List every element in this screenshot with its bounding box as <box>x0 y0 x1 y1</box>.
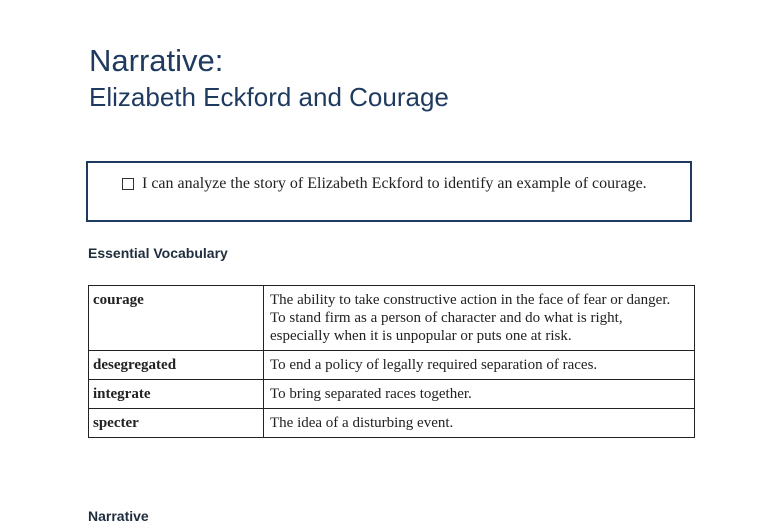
learning-target-text: I can analyze the story of Elizabeth Eckford to identify an example of courage. <box>142 175 647 192</box>
vocab-definition: To bring separated races together. <box>264 380 695 409</box>
vocab-definition: The ability to take constructive action in the face of fear or danger. To stand firm as a person of character and do what is right, especially when it is unpopular or puts one at risk. <box>264 286 695 351</box>
vocab-definition: The idea of a disturbing event. <box>264 409 695 438</box>
narrative-heading: Narrative <box>88 508 149 524</box>
table-row <box>89 286 695 351</box>
vocab-definition: To end a policy of legally required separation of races. <box>264 351 695 380</box>
table-row <box>89 380 695 409</box>
checkbox-icon[interactable] <box>122 178 134 190</box>
vocab-term: desegregated <box>89 351 264 380</box>
learning-target-box <box>86 161 692 222</box>
vocabulary-table <box>88 285 695 438</box>
table-row <box>89 409 695 438</box>
vocab-term: specter <box>89 409 264 438</box>
vocab-term: integrate <box>89 380 264 409</box>
table-row <box>89 351 695 380</box>
vocab-term: courage <box>89 286 264 351</box>
learning-target-item <box>122 174 670 194</box>
vocabulary-heading: Essential Vocabulary <box>88 245 228 261</box>
page-title: Narrative: <box>89 43 224 78</box>
page-subtitle: Elizabeth Eckford and Courage <box>89 82 449 112</box>
